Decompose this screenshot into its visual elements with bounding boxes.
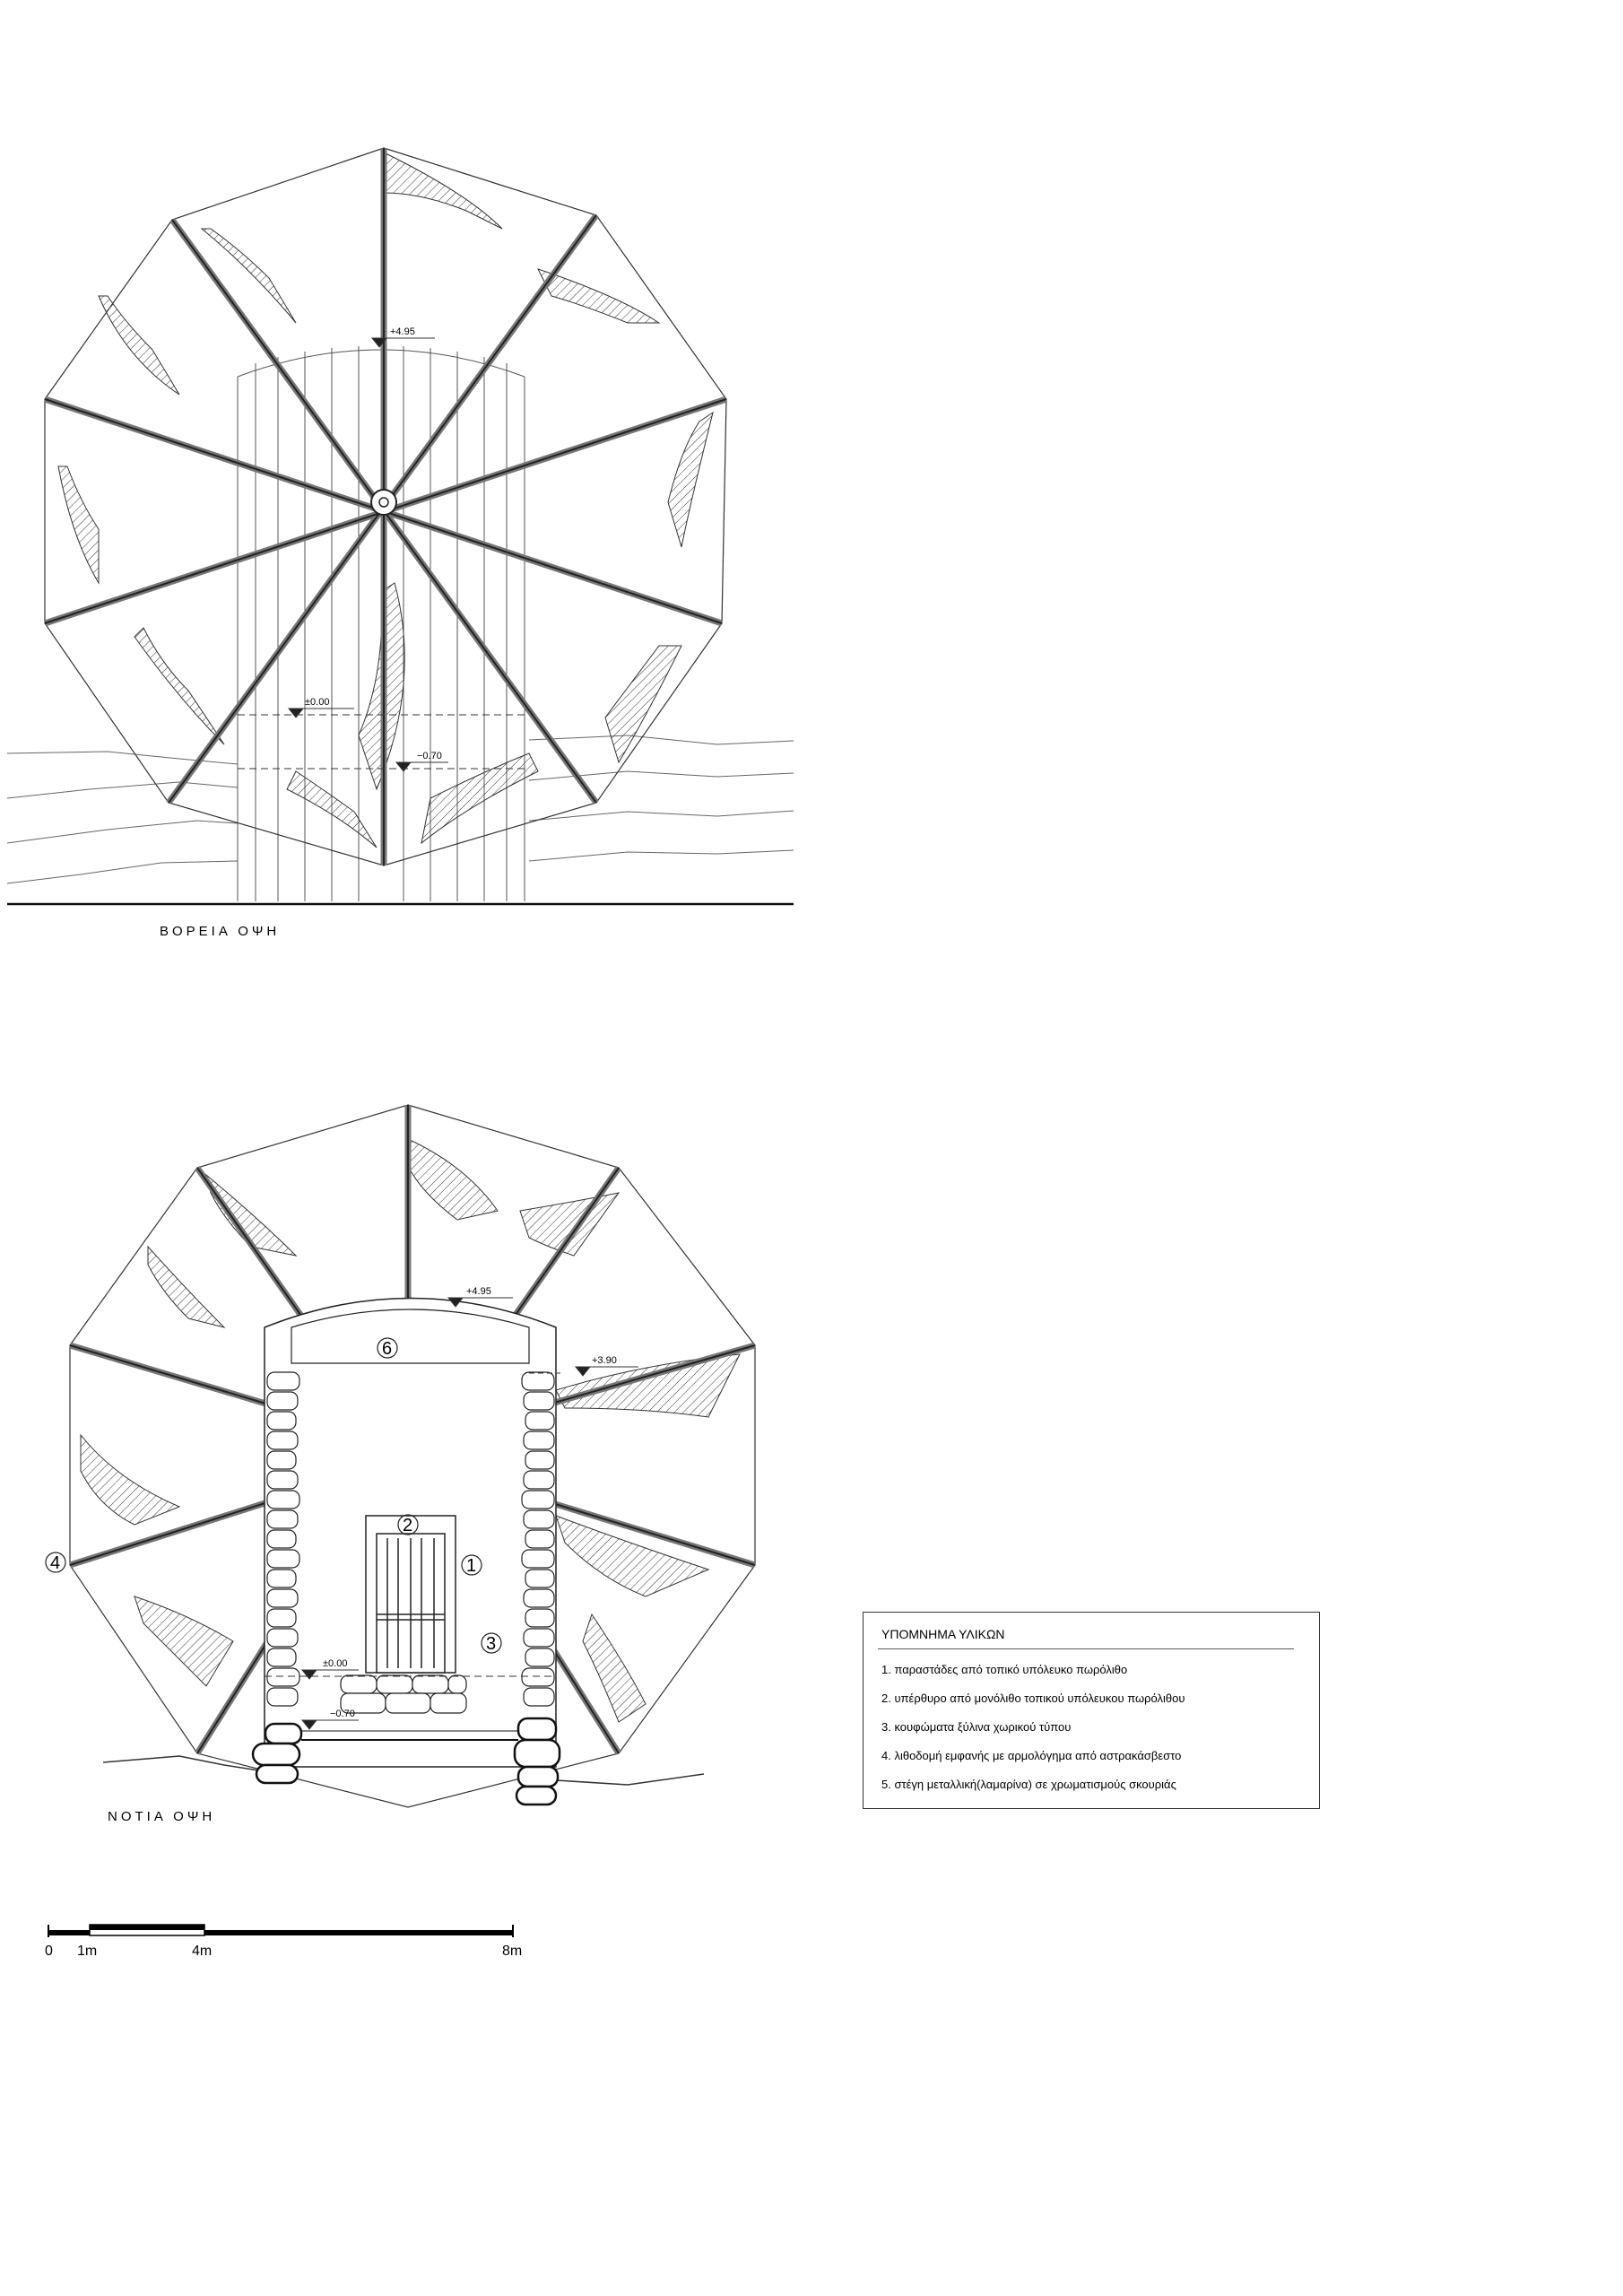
south-level-minus: −0.70 <box>330 1709 355 1719</box>
south-level-zero: ±0.00 <box>323 1658 348 1669</box>
south-level-top: +4.95 <box>466 1286 491 1297</box>
callout-4: 4 <box>50 1553 61 1573</box>
legend-title: ΥΠΟΜΝΗΜΑ ΥΛΙΚΩΝ <box>881 1627 1005 1641</box>
north-terrain <box>7 735 794 883</box>
south-terrain <box>103 1756 265 1771</box>
north-elevation <box>7 148 794 939</box>
south-door <box>366 1516 456 1673</box>
legend-item: 5. στέγη μεταλλική(λαμαρίνα) σε χρωματισμούς σκουριάς <box>881 1778 1176 1791</box>
north-elevation-title: ΒΟΡΕΙΑ ΟΨΗ <box>160 924 281 939</box>
north-level-zero: ±0.00 <box>305 697 330 708</box>
materials-legend <box>863 1612 1320 1809</box>
legend-item: 3. κουφώματα ξύλινα χωρικού τύπου <box>881 1720 1072 1734</box>
callout-3: 3 <box>486 1634 497 1654</box>
south-elevation-title: ΝΟΤΙΑ ΟΨΗ <box>108 1809 216 1824</box>
legend-divider <box>878 1648 1294 1649</box>
north-level-top: +4.95 <box>390 326 415 337</box>
scale-label-4m: 4m <box>192 1944 213 1959</box>
legend-item: 4. λιθοδομή εμφανής με αρμολόγημα από αστρακάσβεστο <box>881 1749 1182 1762</box>
scale-label-8m: 8m <box>502 1944 523 1959</box>
legend-item: 2. υπέρθυρο από μονόλιθο τοπικού υπόλευκου πωρόλιθου <box>881 1692 1185 1705</box>
scale-label-1m: 1m <box>77 1944 98 1959</box>
south-threshold <box>341 1675 466 1713</box>
scale-bar <box>45 1925 522 1959</box>
south-level-eave: +3.90 <box>592 1355 617 1366</box>
north-level-minus: −0.70 <box>417 751 442 761</box>
south-stone-jamb-right <box>522 1372 554 1706</box>
scale-label-0: 0 <box>45 1944 53 1959</box>
callout-2: 2 <box>403 1516 413 1535</box>
south-stone-jamb-left <box>267 1372 299 1706</box>
callout-6: 6 <box>382 1339 393 1359</box>
legend-item: 1. παραστάδες από τοπικό υπόλευκο πωρόλιθο <box>881 1663 1128 1676</box>
callout-1: 1 <box>466 1556 477 1576</box>
south-elevation <box>46 1105 755 1824</box>
